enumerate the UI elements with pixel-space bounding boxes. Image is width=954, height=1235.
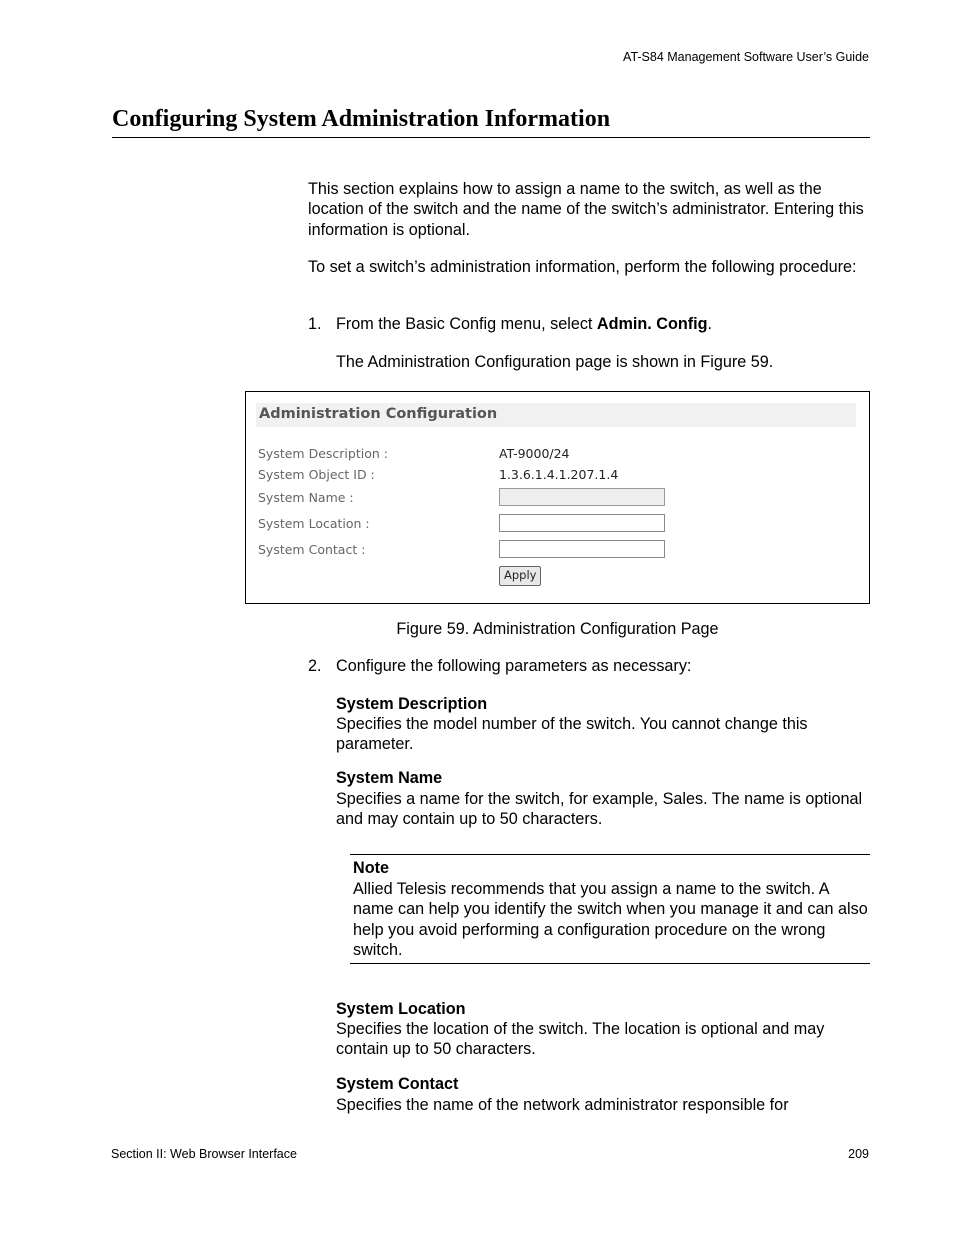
admin-config-figure [245, 391, 870, 604]
step-1-followup: The Administration Configuration page is shown in Figure 59. [336, 353, 774, 371]
param-desc-name: Specifies a name for the switch, for example, Sales. The name is optional and may contain up to 50 characters. [336, 790, 863, 829]
param-term-description: System Description [336, 695, 488, 713]
value-system-description: AT-9000/24 [499, 446, 570, 461]
figure-title-bar [256, 403, 856, 427]
note-box [350, 854, 870, 964]
system-location-input[interactable] [499, 514, 665, 532]
step-1-text-plain: From the Basic Config menu, select [336, 315, 597, 333]
system-name-input[interactable] [499, 488, 665, 506]
step-2-text: Configure the following parameters as necessary: [336, 657, 692, 675]
system-contact-input[interactable] [499, 540, 665, 558]
label-system-name: System Name : [258, 490, 354, 505]
figure-caption: Figure 59. Administration Configuration Page [396, 620, 719, 638]
param-term-name: System Name [336, 769, 443, 787]
label-system-object-id: System Object ID : [258, 467, 375, 482]
value-system-object-id: 1.3.6.1.4.1.207.1.4 [499, 467, 619, 482]
step-1-number: 1. [308, 315, 322, 333]
step-1-text [336, 315, 712, 334]
page-number: 209 [848, 1147, 869, 1161]
param-desc-contact: Specifies the name of the network administrator responsible for [336, 1096, 789, 1114]
running-header: AT-S84 Management Software User’s Guide [623, 50, 869, 64]
procedure-intro: To set a switch’s administration information, perform the following procedure: [308, 258, 857, 276]
note-title: Note [353, 859, 389, 877]
param-term-contact: System Contact [336, 1075, 459, 1093]
param-desc-description: Specifies the model number of the switch. You cannot change this parameter. [336, 715, 808, 754]
param-desc-location: Specifies the location of the switch. The location is optional and may contain up to 50 characters. [336, 1020, 825, 1059]
footer-section: Section II: Web Browser Interface [111, 1147, 297, 1161]
figure-title: Administration Configuration [259, 406, 498, 422]
step-2-number: 2. [308, 657, 322, 675]
step-1-period: . [707, 315, 712, 333]
apply-button[interactable]: Apply [499, 566, 541, 586]
note-body: Allied Telesis recommends that you assign a name to the switch. A name can help you identify the switch when you manage it and can also help you avoid performing a configuration procedure on the wrong switch. [353, 880, 868, 960]
label-system-location: System Location : [258, 516, 370, 531]
step-1-menu-item: Admin. Config [596, 315, 708, 333]
label-system-contact: System Contact : [258, 542, 366, 557]
param-term-location: System Location [336, 1000, 466, 1018]
intro-paragraph: This section explains how to assign a name to the switch, as well as the location of the switch and the name of the switch’s administrator. Entering this information is optional. [308, 180, 864, 239]
label-system-description: System Description : [258, 446, 388, 461]
section-title: Configuring System Administration Information [112, 106, 870, 138]
